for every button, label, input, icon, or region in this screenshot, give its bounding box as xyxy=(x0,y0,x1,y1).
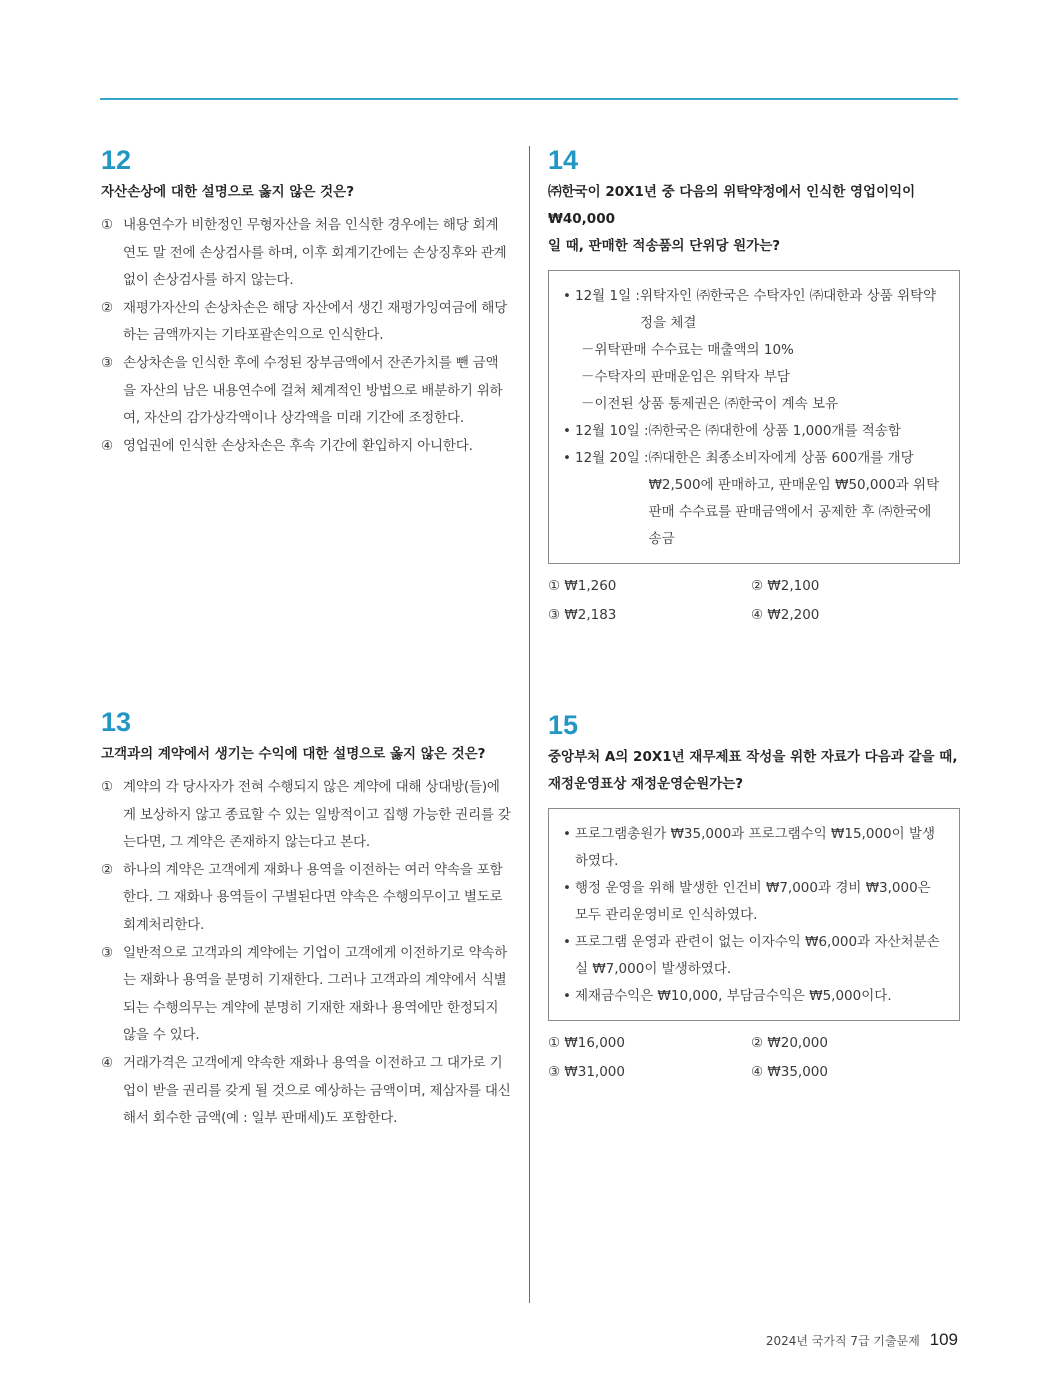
option-3: ③ 일반적으로 고객과의 계약에는 기업이 고객에게 이전하기로 약속하는 재화나 용역을 분명히 기재한다. 그러나 고객과의 계약에서 식별되는 수행의무는 계약에 분명히 기재한 재화나 용역에만 한정되지 않을 수 있다. xyxy=(101,944,508,1044)
answer-2: ② ₩2,100 xyxy=(751,578,820,594)
box-entry: • 12월 1일 : 위탁자인 ㈜한국은 수탁자인 ㈜대한과 상품 위탁약정을 체결 xyxy=(563,288,937,331)
question-13 xyxy=(101,707,511,1133)
option-1: ① 내용연수가 비한정인 무형자산을 처음 인식한 경우에는 해당 회계연도 말 전에 손상검사를 하며, 이후 회계기간에는 손상징후와 관계없이 손상검사를 하지 않는다. xyxy=(101,217,507,289)
data-box xyxy=(548,270,960,564)
question-number: 12 xyxy=(101,145,132,175)
answer-choices xyxy=(548,572,960,630)
answer-4: ④ ₩2,200 xyxy=(751,607,820,623)
answer-4: ④ ₩35,000 xyxy=(751,1064,828,1080)
option-2: ② 하나의 계약은 고객에게 재화나 용역을 이전하는 여러 약속을 포함한다. 그 재화나 용역들이 구별된다면 약속은 수행의무이고 별도로 회계처리한다. xyxy=(101,861,503,933)
box-subitem: －위탁판매 수수료는 매출액의 10% xyxy=(581,342,794,358)
question-12 xyxy=(101,145,511,460)
box-subitem: －수탁자의 판매운임은 위탁자 부담 xyxy=(581,369,790,385)
data-box xyxy=(548,808,960,1021)
answer-2: ② ₩20,000 xyxy=(751,1035,828,1051)
question-14 xyxy=(548,145,960,630)
question-stem: 고객과의 계약에서 생기는 수익에 대한 설명으로 옳지 않은 것은? xyxy=(101,746,486,762)
question-number: 15 xyxy=(548,710,579,740)
question-number: 13 xyxy=(101,707,132,737)
answer-1: ① ₩1,260 xyxy=(548,578,617,594)
page-footer xyxy=(766,1330,958,1350)
page-number: 109 xyxy=(929,1330,958,1349)
box-entry: • 12월 20일 : ㈜대한은 최종소비자에게 상품 600개를 개당 ₩2,500에 판매하고, 판매운임 ₩50,000과 위탁판매 수수료를 판매금액에서 공제한 후 ㈜한국에 송금 xyxy=(563,450,940,547)
option-1: ① 계약의 각 당사자가 전혀 수행되지 않은 계약에 대해 상대방(들)에게 보상하지 않고 종료할 수 있는 일방적이고 집행 가능한 권리를 갖는다면, 그 계약은 존재하지 않는다고 본다. xyxy=(101,779,511,851)
question-stem: ㈜한국이 20X1년 중 다음의 위탁약정에서 인식한 영업이익이 ₩40,000 일 때, 판매한 적송품의 단위당 원가는? xyxy=(548,184,916,254)
box-entry: • 제재금수익은 ₩10,000, 부담금수익은 ₩5,000이다. xyxy=(563,988,892,1004)
question-15 xyxy=(548,710,960,1087)
box-entry: • 프로그램 운영과 관련이 없는 이자수익 ₩6,000과 자산처분손실 ₩7,000이 발생하였다. xyxy=(563,934,940,977)
footer-source: 2024년 국가직 7급 기출문제 xyxy=(765,1334,920,1348)
answer-1: ① ₩16,000 xyxy=(548,1035,625,1051)
question-number: 14 xyxy=(548,145,579,175)
question-stem: 자산손상에 대한 설명으로 옳지 않은 것은? xyxy=(101,184,355,200)
option-2: ② 재평가자산의 손상차손은 해당 자산에서 생긴 재평가잉여금에 해당하는 금액까지는 기타포괄손익으로 인식한다. xyxy=(101,299,508,344)
option-3: ③ 손상차손을 인식한 후에 수정된 장부금액에서 잔존가치를 뺀 금액을 자산의 남은 내용연수에 걸쳐 체계적인 방법으로 배분하기 위하여, 자산의 감가상각액이나 상각액을 미래 기간에 조정한다. xyxy=(101,354,503,427)
header-rule xyxy=(100,98,958,100)
box-entry: • 행정 운영을 위해 발생한 인건비 ₩7,000과 경비 ₩3,000은 모두 관리운영비로 인식하였다. xyxy=(563,880,931,923)
option-4: ④ 거래가격은 고객에게 약속한 재화나 용역을 이전하고 그 대가로 기업이 받을 권리를 갖게 될 것으로 예상하는 금액이며, 제삼자를 대신해서 회수한 금액(예 : 일부 판매세)도 포함한다. xyxy=(101,1054,511,1127)
answer-choices xyxy=(548,1029,960,1087)
box-entry: • 12월 10일 : ㈜한국은 ㈜대한에 상품 1,000개를 적송함 xyxy=(563,423,901,439)
box-entry: • 프로그램총원가 ₩35,000과 프로그램수익 ₩15,000이 발생하였다. xyxy=(563,826,936,869)
answer-3: ③ ₩2,183 xyxy=(548,607,617,623)
answer-3: ③ ₩31,000 xyxy=(548,1064,625,1080)
question-stem: 중앙부처 A의 20X1년 재무제표 작성을 위한 자료가 다음과 같을 때, 재정운영표상 재정운영순원가는? xyxy=(548,749,958,792)
box-subitem: －이전된 상품 통제권은 ㈜한국이 계속 보유 xyxy=(581,396,839,412)
option-4: ④ 영업권에 인식한 손상차손은 후속 기간에 환입하지 아니한다. xyxy=(101,437,473,454)
column-divider xyxy=(529,146,530,1303)
